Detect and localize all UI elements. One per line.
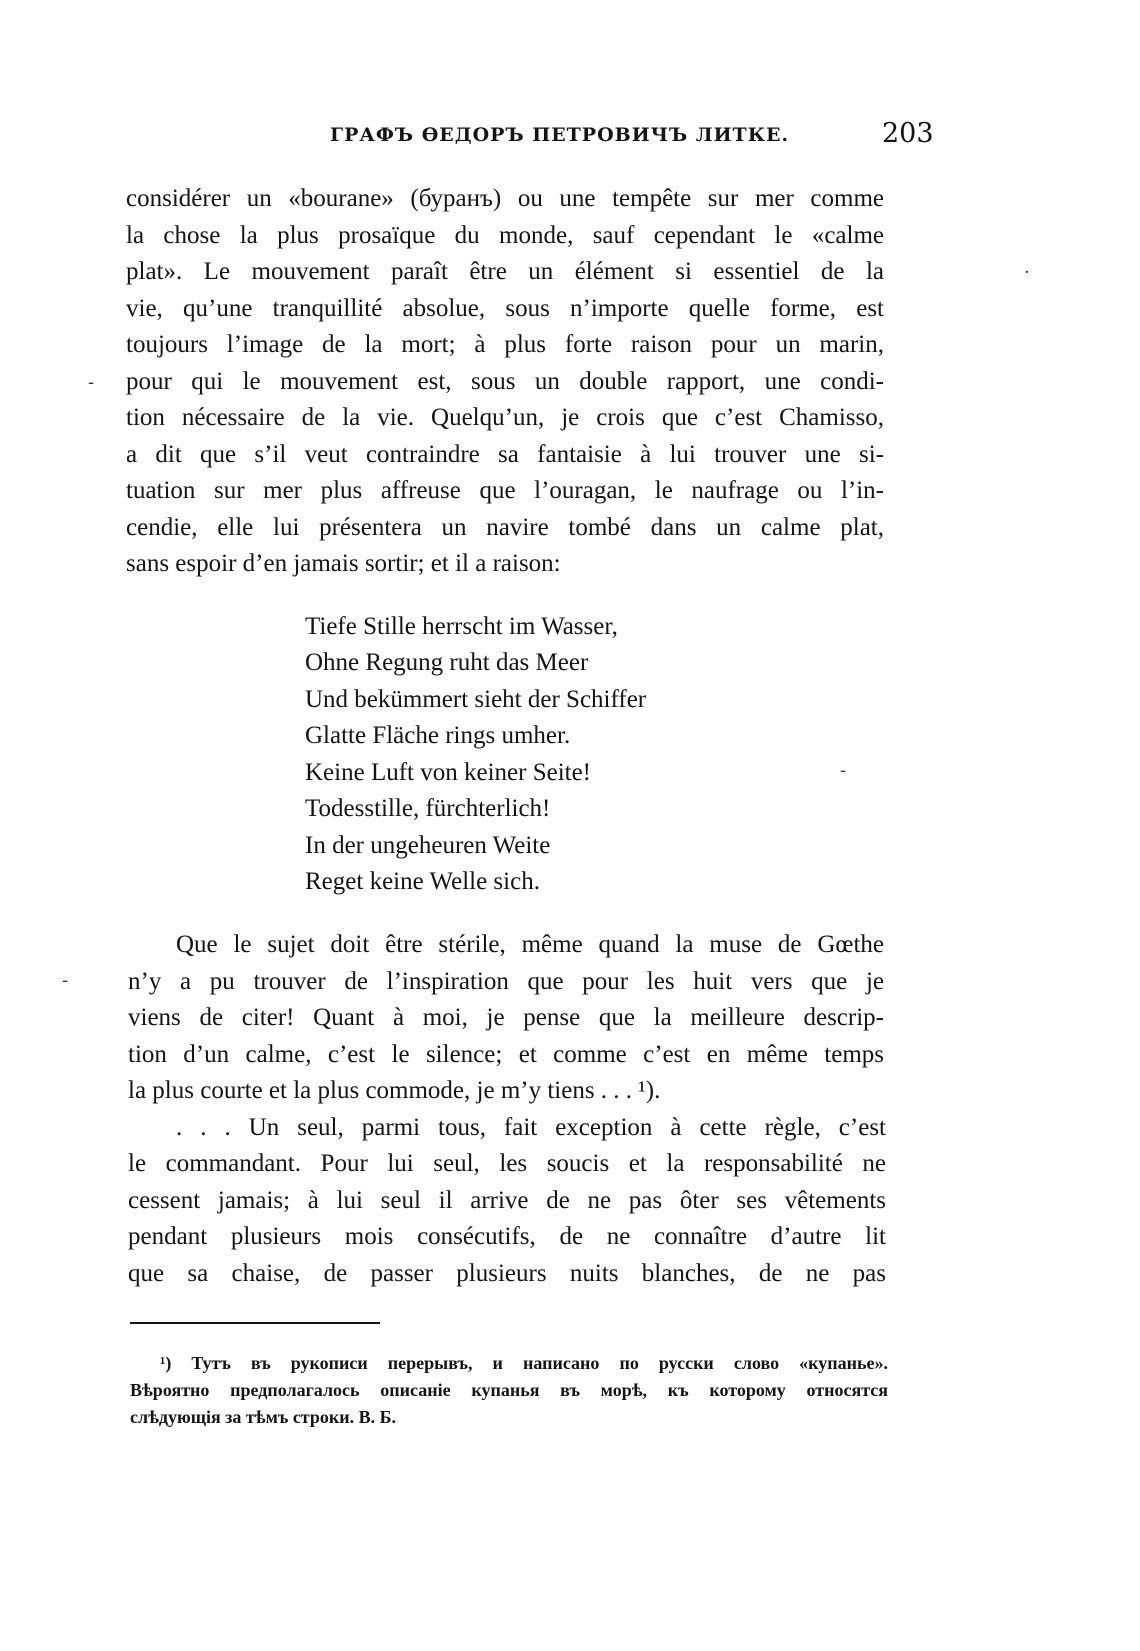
text-line: la chose la plus prosaïque du monde, sauf cependant le «calme (126, 222, 884, 249)
poem-line: Todesstille, fürchterlich! (305, 795, 551, 822)
text-line: . . . Un seul, parmi tous, fait exception à cette règle, c’est (176, 1114, 886, 1141)
text-line: tion d’un calme, c’est le silence; et comme c’est en même temps (128, 1041, 884, 1068)
text-line: pour qui le mouvement est, sous un double rapport, une condi- (126, 368, 884, 395)
text-line: sans espoir d’en jamais sortir; et il a raison: (126, 550, 561, 577)
margin-speck: - (62, 970, 69, 991)
margin-speck: · (1024, 262, 1030, 283)
text-line: Que le sujet doit être stérile, même quand la muse de Gœthe (176, 931, 884, 958)
text-line: cessent jamais; à lui seul il arrive de ne pas ôter ses vêtements (128, 1187, 886, 1214)
poem-line: In der ungeheuren Weite (305, 832, 551, 859)
text-line: vie, qu’une tranquillité absolue, sous n’importe quelle forme, est (126, 295, 884, 322)
margin-speck: - (840, 760, 847, 781)
text-line: la plus courte et la plus commode, je m’y tiens . . . ¹). (128, 1077, 661, 1104)
footnote-divider (130, 1322, 380, 1324)
text-line: toujours l’image de la mort; à plus forte raison pour un marin, (126, 331, 884, 358)
text-line: tuation sur mer plus affreuse que l’ouragan, le naufrage ou l’in- (126, 477, 884, 504)
footnote-line: ¹) Тутъ въ рукописи перерывъ, и написано по русски слово «купанье». (160, 1353, 888, 1373)
poem-line: Und bekümmert sieht der Schiffer (305, 686, 647, 713)
page-number: 203 (882, 118, 934, 149)
poem-line: Reget keine Welle sich. (305, 868, 540, 895)
poem-line: Glatte Fläche rings umher. (305, 722, 571, 749)
text-line: cendie, elle lui présentera un navire tombé dans un calme plat, (126, 514, 884, 541)
poem-line: Ohne Regung ruht das Meer (305, 649, 589, 676)
footnote-line: Вѣроятно предполагалось описаніе купанья въ морѣ, къ которому относятся (130, 1380, 888, 1400)
text-line: a dit que s’il veut contraindre sa fantaisie à lui trouver une si- (126, 441, 884, 468)
text-line: viens de citer! Quant à moi, je pense que la meilleure descrip- (128, 1004, 884, 1031)
text-line: considérer un «bourane» (буранъ) ou une tempête sur mer comme (126, 185, 884, 212)
poem-line: Keine Luft von keiner Seite! (305, 759, 592, 786)
text-line: que sa chaise, de passer plusieurs nuits blanches, de ne pas (128, 1260, 886, 1287)
footnote-line: слѣдующія за тѣмъ строки. В. Б. (130, 1407, 397, 1427)
text-line: le commandant. Pour lui seul, les soucis et la responsabilité ne (128, 1150, 886, 1177)
margin-speck: - (88, 372, 95, 393)
text-line: pendant plusieurs mois consécutifs, de ne connaître d’autre lit (128, 1223, 886, 1250)
poem-line: Tiefe Stille herrscht im Wasser, (305, 613, 618, 640)
text-line: tion nécessaire de la vie. Quelqu’un, je crois que c’est Chamisso, (126, 404, 884, 431)
running-title: ГРАФЪ ѲЕДОРЪ ПЕТРОВИЧЪ ЛИТКЕ. (330, 124, 790, 146)
text-line: n’y a pu trouver de l’inspiration que pour les huit vers que je (128, 968, 884, 995)
text-line: plat». Le mouvement paraît être un élément si essentiel de la (126, 258, 884, 285)
